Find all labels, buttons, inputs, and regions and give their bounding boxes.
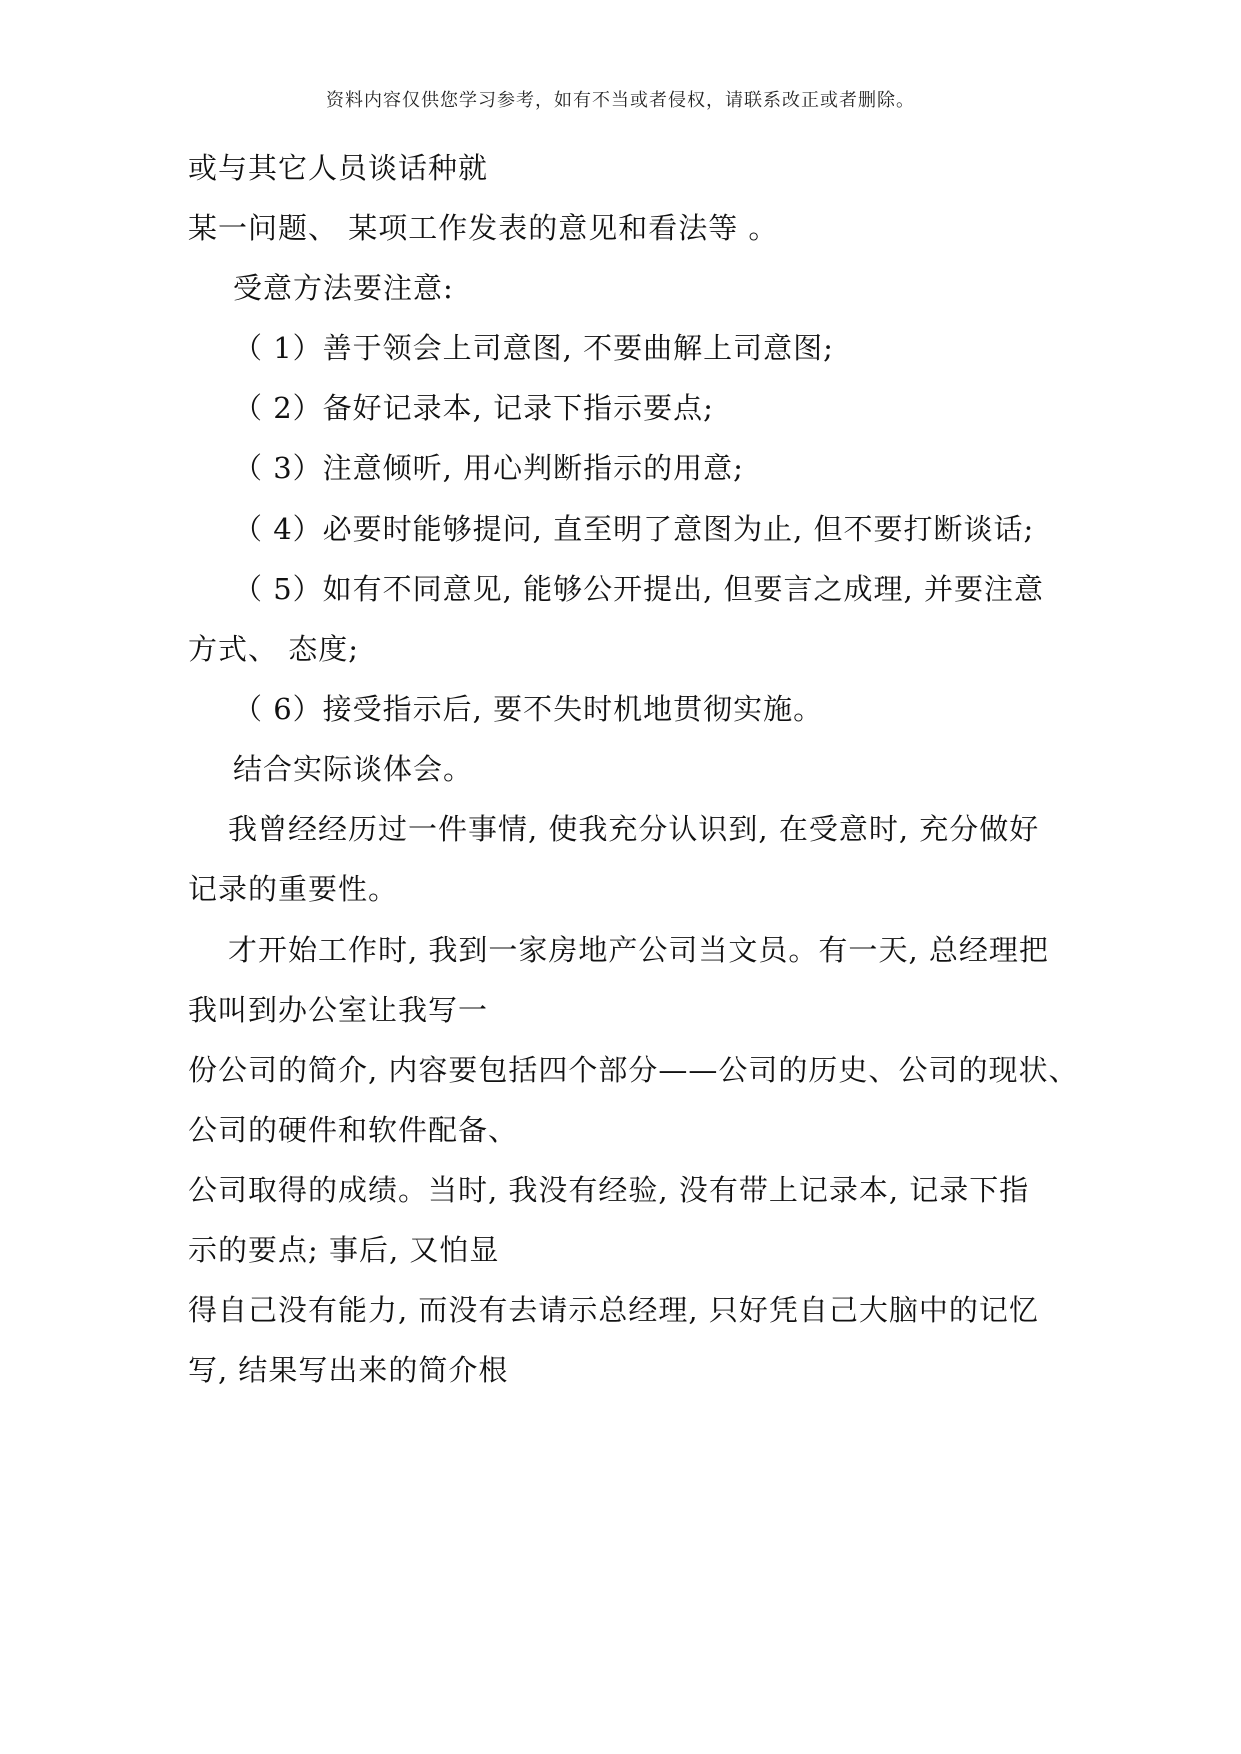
- text-line: 公司的硬件和软件配备、: [188, 1113, 519, 1147]
- text-line: 某一问题、 某项工作发表的意见和看法等 。: [188, 211, 779, 245]
- text-line: 得自己没有能力, 而没有去请示总经理, 只好凭自己大脑中的记忆: [188, 1293, 1039, 1327]
- text-line: 示的要点; 事后, 又怕显: [188, 1233, 500, 1267]
- text-line: 才开始工作时, 我到一家房地产公司当文员。有一天, 总经理把: [228, 933, 1049, 967]
- text-line: 份公司的简介, 内容要包括四个部分——公司的历史、公司的现状、: [188, 1053, 1079, 1087]
- page-header-disclaimer: 资料内容仅供您学习参考，如有不当或者侵权，请联系改正或者删除。: [326, 90, 915, 111]
- list-item: （ 1）善于领会上司意图, 不要曲解上司意图;: [233, 331, 834, 365]
- text-line: 公司取得的成绩。当时, 我没有经验, 没有带上记录本, 记录下指: [188, 1173, 1030, 1207]
- text-line: 写, 结果写出来的简介根: [188, 1353, 509, 1387]
- text-line: 记录的重要性。: [188, 872, 399, 906]
- list-item: （ 4）必要时能够提问, 直至明了意图为止, 但不要打断谈话;: [233, 512, 1035, 546]
- text-line: 受意方法要注意:: [233, 271, 454, 305]
- text-line: 我曾经经历过一件事情, 使我充分认识到, 在受意时, 充分做好: [228, 812, 1040, 846]
- text-line: 方式、 态度;: [188, 632, 359, 666]
- list-item: （ 5）如有不同意见, 能够公开提出, 但要言之成理, 并要注意: [233, 572, 1044, 606]
- list-item: （ 2）备好记录本, 记录下指示要点;: [233, 391, 714, 425]
- text-line: 结合实际谈体会。: [233, 752, 474, 786]
- list-item: （ 3）注意倾听, 用心判断指示的用意;: [233, 451, 744, 485]
- text-line: 或与其它人员谈话种就: [188, 151, 489, 185]
- text-line: 我叫到办公室让我写一: [188, 993, 489, 1027]
- list-item: （ 6）接受指示后, 要不失时机地贯彻实施。: [233, 692, 824, 726]
